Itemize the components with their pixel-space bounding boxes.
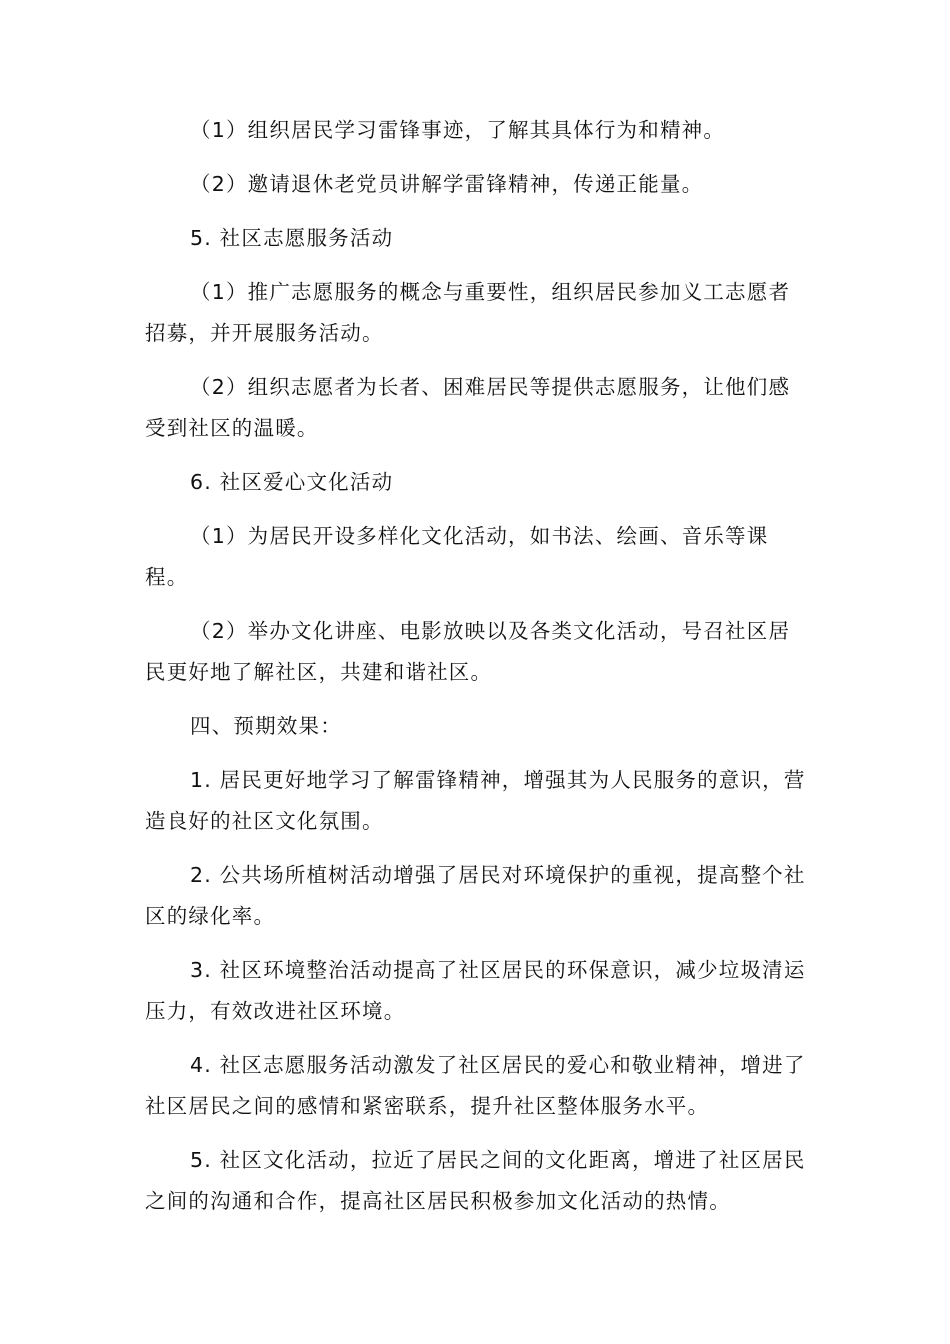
paragraph-promote-volunteering: （1）推广志愿服务的概念与重要性，组织居民参加义工志愿者招募，并开展服务活动。 xyxy=(145,280,791,345)
paragraph-lectures-and-films: （2）举办文化讲座、电影放映以及各类文化活动，号召社区居民更好地了解社区，共建和谐社区。 xyxy=(145,619,791,684)
result-item-3: 3. 社区环境整治活动提高了社区居民的环保意识，减少垃圾清运压力，有效改进社区环境。 xyxy=(145,958,806,1023)
paragraph-volunteers-for-elderly: （2）组织志愿者为长者、困难居民等提供志愿服务，让他们感受到社区的温暖。 xyxy=(145,375,791,440)
section-heading-volunteer-service: 5. 社区志愿服务活动 xyxy=(190,226,394,250)
section-heading-expected-results: 四、预期效果： xyxy=(190,714,342,738)
paragraph-invite-retired-members: （2）邀请退休老党员讲解学雷锋精神，传递正能量。 xyxy=(190,172,704,196)
paragraph-diverse-culture-classes: （1）为居民开设多样化文化活动，如书法、绘画、音乐等课程。 xyxy=(145,524,769,589)
document-body xyxy=(145,110,810,1235)
result-item-1: 1. 居民更好地学习了解雷锋精神，增强其为人民服务的意识，营造良好的社区文化氛围。 xyxy=(145,768,806,833)
result-item-5: 5. 社区文化活动，拉近了居民之间的文化距离，增进了社区居民之间的沟通和合作，提高社区居民积极参加文化活动的热情。 xyxy=(145,1148,806,1213)
result-item-4: 4. 社区志愿服务活动激发了社区居民的爱心和敬业精神，增进了社区居民之间的感情和紧密联系，提升社区整体服务水平。 xyxy=(145,1053,806,1118)
section-heading-cultural-activities: 6. 社区爱心文化活动 xyxy=(190,470,394,494)
paragraph-study-lei-feng-deeds: （1）组织居民学习雷锋事迹，了解其具体行为和精神。 xyxy=(190,118,726,142)
result-item-2: 2. 公共场所植树活动增强了居民对环境保护的重视，提高整个社区的绿化率。 xyxy=(145,863,806,928)
